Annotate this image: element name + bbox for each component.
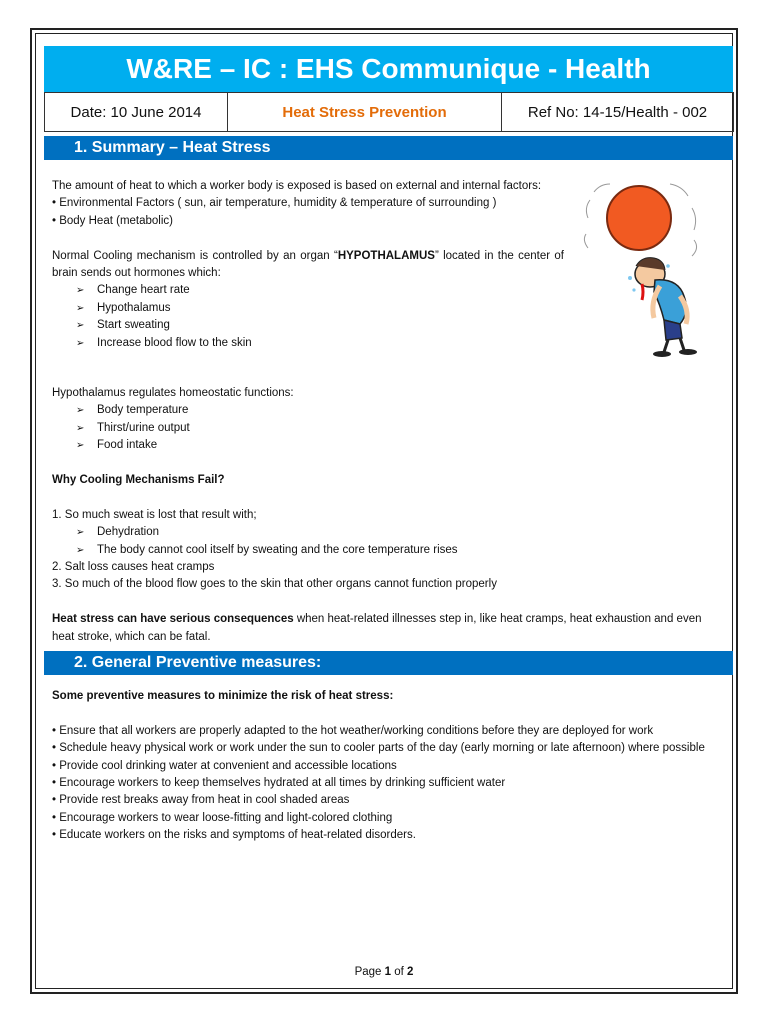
factor-item: • Body Heat (metabolic) (52, 214, 173, 227)
document-title: W&RE – IC : EHS Communique - Health (44, 46, 733, 92)
regulates-intro: Hypothalamus regulates homeostatic functions: (52, 387, 294, 399)
page-number: Page 1 of 2 (354, 966, 414, 978)
preventive-item: • Provide cool drinking water at convenient and accessible locations (52, 759, 397, 772)
preventive-item: • Educate workers on the risks and symptoms of heat-related disorders. (52, 829, 416, 842)
regulates-item: ➢ Food intake (52, 437, 716, 454)
cooling-item: ➢ Hypothalamus (52, 300, 564, 317)
preventive-item: • Provide rest breaks away from heat in cool shaded areas (52, 794, 350, 807)
document-topic: Heat Stress Prevention (228, 93, 502, 132)
arrow-bullet-icon: ➢ (76, 405, 85, 417)
why-item: 3. So much of the blood flow goes to the skin that other organs cannot function properly (52, 578, 497, 591)
preventive-item: • Schedule heavy physical work or work under the sun to cooler parts of the day (early morning or late afternoon) where possible (52, 742, 705, 755)
summary-block-bottom (52, 385, 716, 646)
consequence-paragraph: Heat stress can have serious consequences when heat-related illnesses step in, like heat cramps, heat exhaustion and even heat stroke, which can be fatal. (52, 613, 702, 643)
header-info-table (44, 92, 734, 132)
cooling-item: ➢ Change heart rate (52, 282, 564, 299)
preventive-block (52, 688, 716, 845)
arrow-bullet-icon: ➢ (76, 544, 85, 556)
arrow-bullet-icon: ➢ (76, 440, 85, 452)
section-2-heading: 2. General Preventive measures: (44, 651, 733, 675)
summary-block-top (52, 178, 564, 352)
why-sub-item: ➢ The body cannot cool itself by sweating and the core temperature rises (52, 542, 716, 559)
why-heading: Why Cooling Mechanisms Fail? (52, 474, 225, 487)
document-date: Date: 10 June 2014 (45, 93, 228, 132)
preventive-item: • Encourage workers to wear loose-fitting and light-colored clothing (52, 811, 393, 824)
arrow-bullet-icon: ➢ (76, 422, 85, 434)
why-item: 1. So much sweat is lost that result with; (52, 508, 257, 521)
intro-paragraph: The amount of heat to which a worker body is exposed is based on external and internal factors: (52, 180, 542, 192)
reference-number: Ref No: 14-15/Health - 002 (502, 93, 734, 132)
arrow-bullet-icon: ➢ (76, 302, 85, 314)
cooling-item: ➢ Increase blood flow to the skin (52, 335, 564, 352)
section-1-heading: 1. Summary – Heat Stress (44, 136, 733, 160)
why-item: 2. Salt loss causes heat cramps (52, 561, 215, 574)
regulates-item: ➢ Thirst/urine output (52, 420, 716, 437)
hypothalamus-emphasis: HYPOTHALAMUS (337, 249, 435, 262)
arrow-bullet-icon: ➢ (76, 337, 85, 349)
arrow-bullet-icon: ➢ (76, 320, 85, 332)
heat-stress-illustration (580, 178, 715, 358)
arrow-bullet-icon: ➢ (76, 285, 85, 297)
arrow-bullet-icon: ➢ (76, 527, 85, 539)
factor-item: • Environmental Factors ( sun, air temperature, humidity & temperature of surrounding ) (52, 197, 497, 210)
why-sub-item: ➢ Dehydration (52, 524, 716, 541)
sun-icon (607, 186, 671, 250)
preventive-item: • Ensure that all workers are properly adapted to the hot weather/working conditions before they are deployed for work (52, 724, 654, 737)
regulates-item: ➢ Body temperature (52, 402, 716, 419)
preventive-item: • Encourage workers to keep themselves hydrated at all times by drinking sufficient water (52, 777, 506, 790)
cooling-paragraph: Normal Cooling mechanism is controlled by an organ “HYPOTHALAMUS” located in the center of brain sends out hormones which: (52, 249, 564, 280)
preventive-intro: Some preventive measures to minimize the risk of heat stress: (52, 690, 394, 702)
cooling-item: ➢ Start sweating (52, 317, 564, 334)
